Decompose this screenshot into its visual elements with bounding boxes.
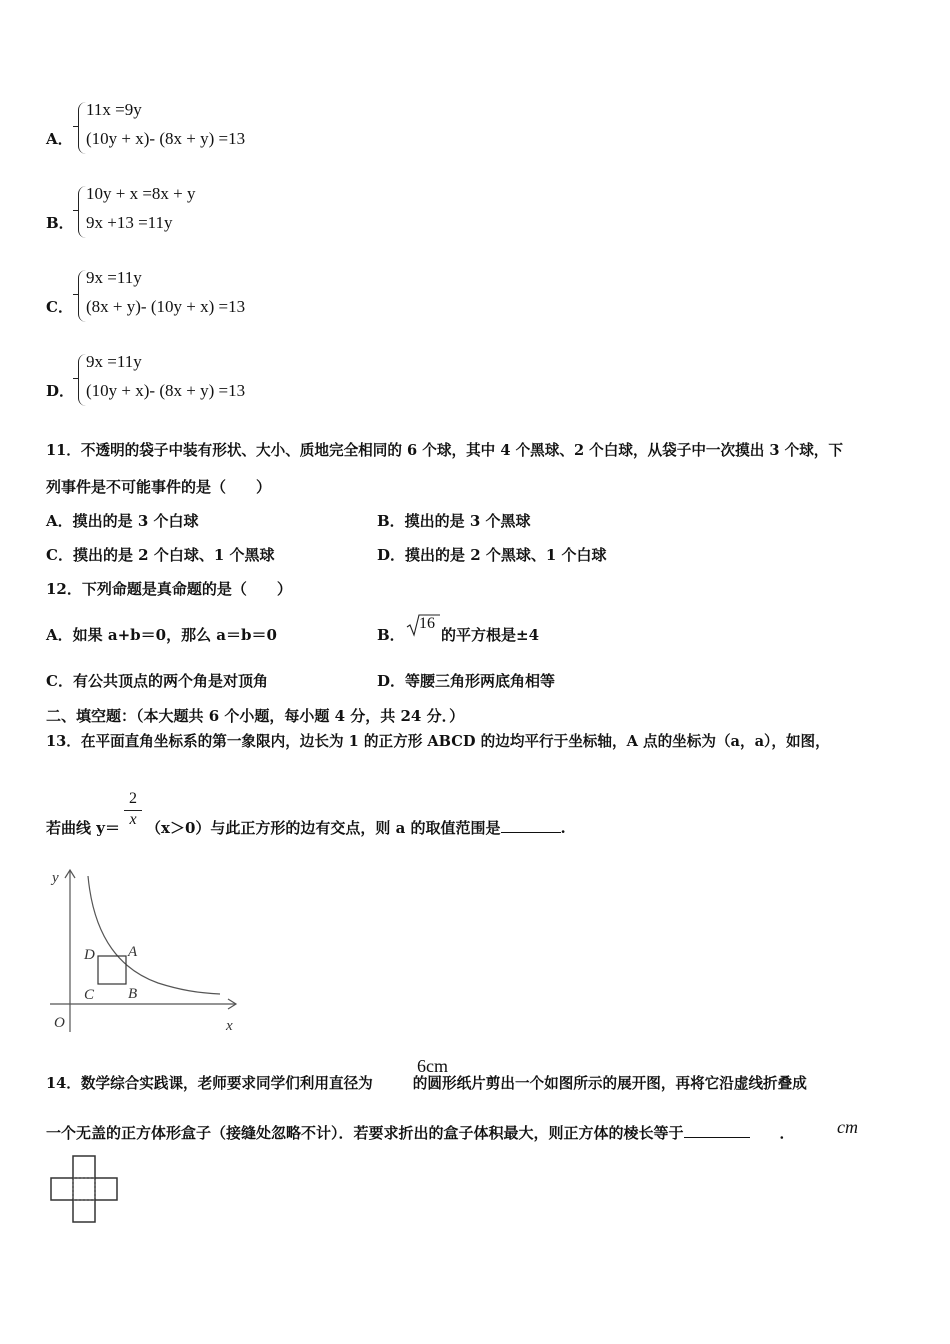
cube-net-figure	[48, 1153, 123, 1225]
numerator: 2	[129, 790, 137, 807]
equation-1: 9x =11y	[86, 352, 142, 371]
question-text-line2	[46, 817, 120, 838]
point-b-label: B	[128, 986, 138, 1002]
option-b	[377, 624, 405, 645]
option-c: C．有公共顶点的两个角是对顶角	[46, 672, 268, 690]
diameter-value: 6cm	[417, 1056, 448, 1076]
point-a-label: A	[128, 944, 138, 960]
option-letter: B．	[377, 626, 405, 644]
hyperbola-graph	[40, 862, 245, 1037]
net-face-top	[73, 1156, 95, 1178]
net-face-right	[95, 1178, 117, 1200]
net-face-bottom	[73, 1200, 95, 1222]
text-after-diameter: 的圆形纸片剪出一个如图所示的展开图，再将它沿虚线折叠成	[412, 1075, 807, 1092]
text-before-fraction: 若曲线 y＝	[46, 819, 120, 837]
equation-2: 9x +13 =11y	[86, 213, 173, 232]
question-text: 列事件是不可能事件的是（ ）	[46, 478, 272, 496]
point-d-label: D	[84, 947, 95, 963]
answer-blank[interactable]	[684, 1137, 750, 1138]
option-b-text: 的平方根是±4	[441, 626, 540, 644]
option-d: D．等腰三角形两底角相等	[377, 672, 556, 690]
point-c-label: C	[84, 987, 95, 1003]
equation-2: (8x + y)- (10y + x) =13	[86, 297, 246, 316]
question-text: 13．在平面直角坐标系的第一象限内，边长为 1 的正方形 ABCD 的边均平行于坐标轴，A 点的坐标为（a，a），如图，	[46, 733, 830, 750]
question-text: 12．下列命题是真命题的是（ ）	[46, 580, 292, 598]
fraction	[124, 790, 142, 829]
option-letter: A．	[46, 130, 73, 148]
option-a: A．如果 a+b＝0，那么 a＝b＝0	[46, 626, 277, 644]
equation-2: (10y + x)- (8x + y) =13	[86, 381, 246, 400]
radicand: 16	[419, 615, 435, 632]
option-c: C．摸出的是 2 个白球、1 个黑球	[46, 546, 275, 564]
question-text-rest	[146, 817, 566, 838]
option-b: B．摸出的是 3 个黑球	[377, 512, 531, 530]
option-letter: D．	[46, 382, 75, 400]
x-label: x	[226, 1018, 233, 1034]
text-before-blank: 一个无盖的正方体形盒子（接缝处忽略不计）．若要求折出的盒子体积最大，则正方体的棱长等于	[46, 1124, 684, 1142]
equation-1: 9x =11y	[86, 268, 142, 287]
option-d: D．摸出的是 2 个黑球、1 个白球	[377, 546, 607, 564]
unit: cm	[837, 1117, 858, 1137]
option-letter: C．	[46, 298, 73, 316]
net-face-center-dashed	[73, 1178, 95, 1200]
option-a: A．摸出的是 3 个白球	[46, 512, 199, 530]
sqrt-expression	[405, 612, 441, 638]
answer-blank[interactable]	[501, 832, 561, 833]
period: ．	[779, 1124, 795, 1142]
hyperbola-curve	[88, 876, 220, 994]
net-face-left	[51, 1178, 73, 1200]
y-label: y	[52, 870, 59, 886]
period: .	[560, 819, 566, 837]
equation-1: 10y + x =8x + y	[86, 184, 196, 203]
option-letter: B．	[46, 214, 74, 232]
equation-1: 11x =9y	[86, 100, 142, 119]
text-before-diameter: 14．数学综合实践课，老师要求同学们利用直径为	[46, 1075, 373, 1092]
denominator: x	[129, 811, 137, 828]
section-heading: 二、填空题：（本大题共 6 个小题，每小题 4 分，共 24 分．）	[46, 707, 465, 725]
origin-label: O	[54, 1015, 65, 1031]
text-after-fraction: （x＞0）与此正方形的边有交点，则 a 的取值范围是	[146, 819, 501, 837]
equation-2: (10y + x)- (8x + y) =13	[86, 129, 246, 148]
question-text: 11．不透明的袋子中装有形状、大小、质地完全相同的 6 个球，其中 4 个黑球、2 个白球，从袋子中一次摸出 3 个球，下	[46, 442, 843, 459]
question-text-line2	[46, 1122, 795, 1143]
